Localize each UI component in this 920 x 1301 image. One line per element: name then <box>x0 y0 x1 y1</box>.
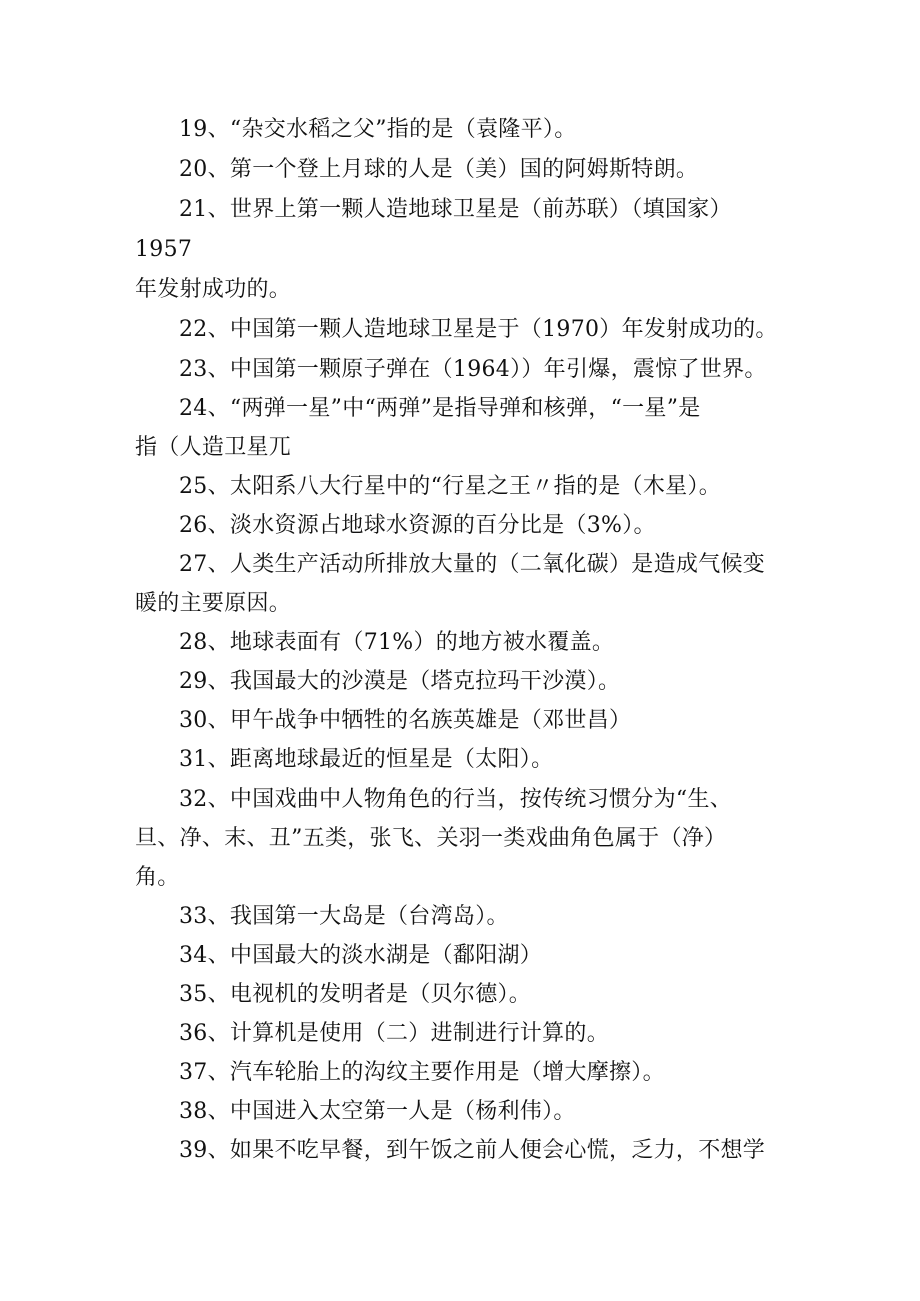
text-line: 19、“杂交水稻之父”指的是（袁隆平）。 <box>179 117 577 142</box>
text-line: 25、太阳系八大行星中的“行星之王〃指的是（木星）。 <box>179 474 722 499</box>
text-line: 22、中国第一颗人造地球卫星是于（1970）年发射成功的。 <box>179 317 778 342</box>
text-line: 31、距离地球最近的恒星是（太阳）。 <box>179 747 554 772</box>
text-line: 34、中国最大的淡水湖是（鄱阳湖） <box>179 943 543 968</box>
text-line: 37、汽车轮胎上的沟纹主要作用是（增大摩擦）。 <box>179 1060 665 1085</box>
text-line: 33、我国第一大岛是（台湾岛）。 <box>179 904 509 929</box>
text-line: 23、中国第一颗原子弹在（1964））年引爆，震惊了世界。 <box>179 357 767 382</box>
text-line: 21、世界上第一颗人造地球卫星是（前苏联）（填国家） <box>179 197 732 222</box>
text-line: 29、我国最大的沙漠是（塔克拉玛干沙漠）。 <box>179 669 621 694</box>
text-line: 36、计算机是使用（二）进制进行计算的。 <box>179 1021 609 1046</box>
text-line: 27、人类生产活动所排放大量的（二氧化碳）是造成气候变 <box>179 552 766 577</box>
text-line: 角。 <box>135 865 180 890</box>
text-line: 20、第一个登上月球的人是（美）国的阿姆斯特朗。 <box>179 157 699 182</box>
text-line: 28、地球表面有（71%）的地方被水覆盖。 <box>179 630 615 655</box>
text-line: 旦、净、末、丑”五类，张飞、关羽一类戏曲角色属于（净） <box>135 826 727 851</box>
text-line: 32、中国戏曲中人物角色的行当，按传统习惯分为“生、 <box>179 787 733 812</box>
text-line: 1957 <box>135 237 193 262</box>
text-line: 24、“两弹一星”中“两弹”是指导弹和核弹，“一星”是 <box>179 396 701 421</box>
text-line: 35、电视机的发明者是（贝尔德）。 <box>179 982 532 1007</box>
text-line: 年发射成功的。 <box>135 277 292 302</box>
text-line: 指（人造卫星兀 <box>135 435 292 460</box>
text-line: 38、中国进入太空第一人是（杨利伟）。 <box>179 1099 576 1124</box>
text-line: 26、淡水资源占地球水资源的百分比是（3%）。 <box>179 513 656 538</box>
text-line: 暖的主要原因。 <box>135 591 292 616</box>
text-line: 30、甲午战争中牺牲的名族英雄是（邓世昌） <box>179 708 632 733</box>
text-line: 39、如果不吃早餐，到午饭之前人便会心慌，乏力，不想学 <box>179 1138 766 1163</box>
